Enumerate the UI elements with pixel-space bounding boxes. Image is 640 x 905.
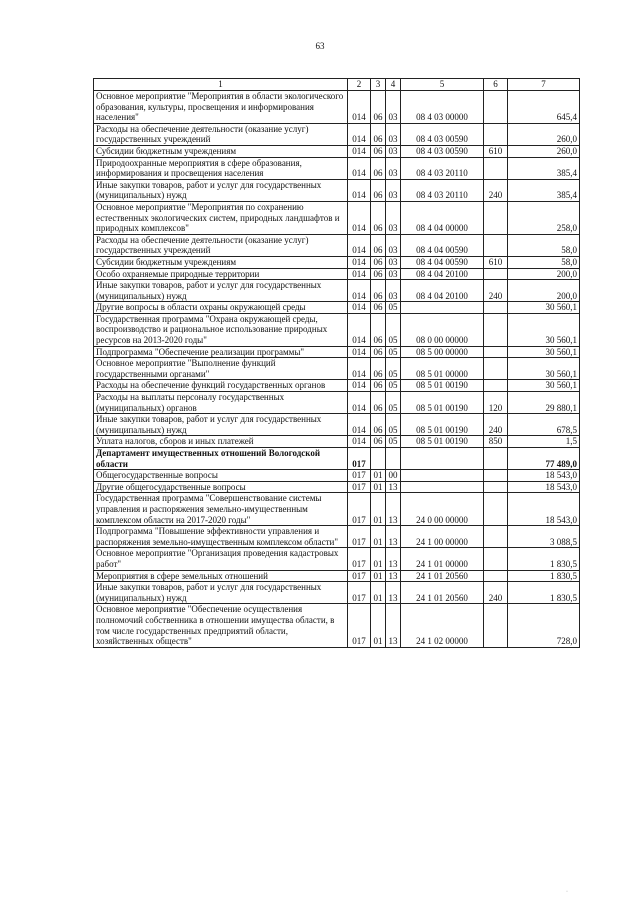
cell-amount: 1,5 xyxy=(508,436,580,448)
table-row xyxy=(94,268,580,280)
cell-grbs: 017 xyxy=(348,604,371,647)
cell-grbs: 014 xyxy=(348,91,371,124)
cell-expense-type: 240 xyxy=(484,179,508,201)
cell-target-article: 08 4 03 20110 xyxy=(401,179,484,201)
cell-grbs: 014 xyxy=(348,358,371,380)
cell-target-article xyxy=(401,302,484,314)
cell-grbs: 014 xyxy=(348,157,371,179)
column-header: 3 xyxy=(371,79,386,91)
cell-target-article: 08 4 03 00590 xyxy=(401,145,484,157)
cell-expense-type xyxy=(484,123,508,145)
cell-amount: 3 088,5 xyxy=(508,526,580,548)
table-row xyxy=(94,302,580,314)
cell-amount: 29 880,1 xyxy=(508,392,580,414)
cell-subsection: 00 xyxy=(386,470,401,482)
cell-expense-type xyxy=(484,548,508,570)
column-header: 2 xyxy=(348,79,371,91)
cell-expense-type: 850 xyxy=(484,436,508,448)
cell-grbs: 014 xyxy=(348,380,371,392)
table-row xyxy=(94,234,580,256)
cell-expense-type xyxy=(484,268,508,280)
cell-expense-type: 120 xyxy=(484,392,508,414)
cell-target-article: 08 4 04 00590 xyxy=(401,256,484,268)
cell-section: 06 xyxy=(371,201,386,234)
cell-expense-type xyxy=(484,234,508,256)
cell-subsection: 03 xyxy=(386,145,401,157)
column-header: 6 xyxy=(484,79,508,91)
cell-amount: 645,4 xyxy=(508,91,580,124)
cell-amount: 678,5 xyxy=(508,414,580,436)
cell-subsection: 03 xyxy=(386,91,401,124)
cell-amount: 260,0 xyxy=(508,123,580,145)
cell-section: 06 xyxy=(371,145,386,157)
cell-name: Расходы на обеспечение функций государственных органов xyxy=(94,380,348,392)
cell-name: Иные закупки товаров, работ и услуг для государственных (муниципальных) нужд xyxy=(94,280,348,302)
cell-name: Основное мероприятие "Организация проведения кадастровых работ" xyxy=(94,548,348,570)
page-number: 63 xyxy=(315,41,325,51)
cell-grbs: 014 xyxy=(348,436,371,448)
cell-amount: 1 830,5 xyxy=(508,548,580,570)
cell-section: 01 xyxy=(371,604,386,647)
cell-target-article xyxy=(401,448,484,470)
cell-section: 01 xyxy=(371,548,386,570)
cell-expense-type xyxy=(484,201,508,234)
cell-section: 06 xyxy=(371,123,386,145)
cell-name: Расходы на обеспечение деятельности (оказание услуг) государственных учреждений xyxy=(94,234,348,256)
cell-name: Другие общегосударственные вопросы xyxy=(94,481,348,493)
cell-subsection: 13 xyxy=(386,493,401,526)
cell-grbs: 017 xyxy=(348,493,371,526)
cell-target-article: 08 5 00 00000 xyxy=(401,346,484,358)
cell-grbs: 017 xyxy=(348,570,371,582)
cell-target-article: 24 1 01 20560 xyxy=(401,570,484,582)
cell-subsection: 13 xyxy=(386,604,401,647)
cell-expense-type: 610 xyxy=(484,145,508,157)
cell-name: Подпрограмма "Обеспечение реализации программы" xyxy=(94,346,348,358)
cell-name: Государственная программа "Совершенствование системы управления и распоряжения земельно-имущественным комплексом области на 2017-2020 годы" xyxy=(94,493,348,526)
cell-section: 06 xyxy=(371,380,386,392)
cell-target-article: 08 0 00 00000 xyxy=(401,313,484,346)
column-header: 1 xyxy=(94,79,348,91)
cell-section: 06 xyxy=(371,346,386,358)
cell-amount: 18 543,0 xyxy=(508,470,580,482)
cell-grbs: 014 xyxy=(348,414,371,436)
cell-grbs: 017 xyxy=(348,481,371,493)
cell-section: 06 xyxy=(371,414,386,436)
cell-amount: 1 830,5 xyxy=(508,570,580,582)
cell-section: 06 xyxy=(371,91,386,124)
cell-section: 01 xyxy=(371,526,386,548)
cell-subsection: 13 xyxy=(386,526,401,548)
cell-subsection xyxy=(386,448,401,470)
cell-amount: 260,0 xyxy=(508,145,580,157)
cell-name: Особо охраняемые природные территории xyxy=(94,268,348,280)
cell-name: Иные закупки товаров, работ и услуг для государственных (муниципальных) нужд xyxy=(94,414,348,436)
cell-grbs: 014 xyxy=(348,179,371,201)
cell-grbs: 014 xyxy=(348,145,371,157)
cell-target-article xyxy=(401,470,484,482)
cell-name: Другие вопросы в области охраны окружающей среды xyxy=(94,302,348,314)
cell-subsection: 05 xyxy=(386,313,401,346)
cell-grbs: 017 xyxy=(348,526,371,548)
cell-grbs: 014 xyxy=(348,201,371,234)
column-header: 4 xyxy=(386,79,401,91)
cell-grbs: 014 xyxy=(348,268,371,280)
cell-amount: 385,4 xyxy=(508,157,580,179)
cell-target-article: 24 1 00 00000 xyxy=(401,526,484,548)
table-row xyxy=(94,256,580,268)
table-row xyxy=(94,157,580,179)
cell-subsection: 13 xyxy=(386,481,401,493)
cell-subsection: 03 xyxy=(386,123,401,145)
cell-name: Основное мероприятие "Мероприятия в области экологического образования, культуры, просвещения и информирования населения" xyxy=(94,91,348,124)
cell-name: Расходы на выплаты персоналу государственных (муниципальных) органов xyxy=(94,392,348,414)
cell-amount: 30 560,1 xyxy=(508,380,580,392)
cell-grbs: 017 xyxy=(348,470,371,482)
cell-name: Уплата налогов, сборов и иных платежей xyxy=(94,436,348,448)
cell-amount: 58,0 xyxy=(508,234,580,256)
cell-expense-type xyxy=(484,358,508,380)
cell-target-article: 08 4 04 20100 xyxy=(401,268,484,280)
cell-amount: 30 560,1 xyxy=(508,302,580,314)
cell-amount: 30 560,1 xyxy=(508,313,580,346)
cell-subsection: 03 xyxy=(386,234,401,256)
table-row xyxy=(94,201,580,234)
table-header-row xyxy=(94,79,580,91)
cell-amount: 30 560,1 xyxy=(508,358,580,380)
cell-target-article: 08 4 04 00000 xyxy=(401,201,484,234)
cell-section: 06 xyxy=(371,392,386,414)
cell-name: Департамент имущественных отношений Вологодской области xyxy=(94,448,348,470)
cell-grbs: 014 xyxy=(348,123,371,145)
cell-subsection: 03 xyxy=(386,268,401,280)
table-row xyxy=(94,380,580,392)
cell-expense-type xyxy=(484,302,508,314)
table-row xyxy=(94,526,580,548)
cell-expense-type xyxy=(484,493,508,526)
cell-expense-type xyxy=(484,448,508,470)
cell-subsection: 05 xyxy=(386,302,401,314)
cell-name: Субсидии бюджетным учреждениям xyxy=(94,145,348,157)
cell-target-article xyxy=(401,481,484,493)
cell-section xyxy=(371,448,386,470)
table-row xyxy=(94,414,580,436)
cell-expense-type xyxy=(484,346,508,358)
cell-expense-type xyxy=(484,604,508,647)
cell-expense-type: 610 xyxy=(484,256,508,268)
cell-expense-type: 240 xyxy=(484,582,508,604)
cell-subsection: 03 xyxy=(386,201,401,234)
cell-expense-type xyxy=(484,470,508,482)
cell-section: 01 xyxy=(371,493,386,526)
column-header: 7 xyxy=(508,79,580,91)
cell-target-article: 08 5 01 00190 xyxy=(401,436,484,448)
table-row xyxy=(94,179,580,201)
cell-amount: 18 543,0 xyxy=(508,493,580,526)
cell-section: 06 xyxy=(371,280,386,302)
table-row xyxy=(94,493,580,526)
cell-name: Субсидии бюджетным учреждениям xyxy=(94,256,348,268)
cell-target-article: 24 0 00 00000 xyxy=(401,493,484,526)
cell-grbs: 014 xyxy=(348,234,371,256)
cell-subsection: 03 xyxy=(386,179,401,201)
cell-expense-type xyxy=(484,526,508,548)
cell-target-article: 24 1 01 20560 xyxy=(401,582,484,604)
cell-target-article: 08 4 04 20100 xyxy=(401,280,484,302)
cell-amount: 77 489,0 xyxy=(508,448,580,470)
cell-grbs: 014 xyxy=(348,280,371,302)
table-row xyxy=(94,346,580,358)
budget-table xyxy=(93,78,580,648)
table-row xyxy=(94,123,580,145)
cell-amount: 200,0 xyxy=(508,280,580,302)
cell-expense-type xyxy=(484,380,508,392)
cell-subsection: 05 xyxy=(386,414,401,436)
cell-subsection: 03 xyxy=(386,256,401,268)
cell-section: 06 xyxy=(371,268,386,280)
table-row xyxy=(94,582,580,604)
cell-grbs: 014 xyxy=(348,392,371,414)
cell-subsection: 13 xyxy=(386,582,401,604)
cell-expense-type xyxy=(484,570,508,582)
table-row xyxy=(94,604,580,647)
cell-target-article: 08 4 04 00590 xyxy=(401,234,484,256)
cell-section: 06 xyxy=(371,436,386,448)
cell-name: Иные закупки товаров, работ и услуг для государственных (муниципальных) нужд xyxy=(94,582,348,604)
cell-name: Основное мероприятие "Обеспечение осуществления полномочий собственника в отношении имущества области, в том числе государственных предприятий области, хозяйственных обществ" xyxy=(94,604,348,647)
cell-grbs: 017 xyxy=(348,448,371,470)
cell-target-article: 08 4 03 20110 xyxy=(401,157,484,179)
cell-target-article: 08 5 01 00000 xyxy=(401,358,484,380)
cell-name: Государственная программа "Охрана окружающей среды, воспроизводство и рациональное использование природных ресурсов на 2013-2020 годы" xyxy=(94,313,348,346)
cell-target-article: 08 5 01 00190 xyxy=(401,380,484,392)
table-row xyxy=(94,280,580,302)
table-row xyxy=(94,570,580,582)
table-row xyxy=(94,548,580,570)
cell-section: 06 xyxy=(371,256,386,268)
table-row xyxy=(94,313,580,346)
cell-expense-type xyxy=(484,313,508,346)
cell-subsection: 13 xyxy=(386,570,401,582)
cell-name: Основное мероприятие "Выполнение функций государственными органами" xyxy=(94,358,348,380)
cell-section: 06 xyxy=(371,179,386,201)
cell-amount: 200,0 xyxy=(508,268,580,280)
table-row xyxy=(94,91,580,124)
cell-amount: 385,4 xyxy=(508,179,580,201)
cell-grbs: 014 xyxy=(348,313,371,346)
cell-subsection: 03 xyxy=(386,157,401,179)
cell-grbs: 014 xyxy=(348,302,371,314)
cell-grbs: 014 xyxy=(348,256,371,268)
cell-section: 06 xyxy=(371,313,386,346)
table-row xyxy=(94,448,580,470)
table-row xyxy=(94,436,580,448)
cell-section: 01 xyxy=(371,481,386,493)
cell-expense-type: 240 xyxy=(484,280,508,302)
table-row xyxy=(94,145,580,157)
cell-target-article: 08 5 01 00190 xyxy=(401,414,484,436)
table-row xyxy=(94,358,580,380)
cell-subsection: 05 xyxy=(386,380,401,392)
cell-grbs: 017 xyxy=(348,582,371,604)
table-body xyxy=(94,91,580,648)
cell-name: Иные закупки товаров, работ и услуг для государственных (муниципальных) нужд xyxy=(94,179,348,201)
cell-name: Мероприятия в сфере земельных отношений xyxy=(94,570,348,582)
cell-target-article: 08 4 03 00590 xyxy=(401,123,484,145)
cell-name: Основное мероприятие "Мероприятия по сохранению естественных экологических систем, природных ландшафтов и природных комплексов" xyxy=(94,201,348,234)
scan-mark: · xyxy=(566,889,568,895)
cell-target-article: 08 4 03 00000 xyxy=(401,91,484,124)
cell-expense-type: 240 xyxy=(484,414,508,436)
cell-grbs: 014 xyxy=(348,346,371,358)
cell-name: Расходы на обеспечение деятельности (оказание услуг) государственных учреждений xyxy=(94,123,348,145)
cell-section: 01 xyxy=(371,570,386,582)
cell-section: 06 xyxy=(371,157,386,179)
cell-subsection: 05 xyxy=(386,358,401,380)
cell-name: Природоохранные мероприятия в сфере образования, информирования и просвещения населения xyxy=(94,157,348,179)
cell-subsection: 13 xyxy=(386,548,401,570)
cell-section: 06 xyxy=(371,234,386,256)
table-row xyxy=(94,481,580,493)
cell-target-article: 08 5 01 00190 xyxy=(401,392,484,414)
cell-target-article: 24 1 01 00000 xyxy=(401,548,484,570)
cell-expense-type xyxy=(484,157,508,179)
cell-section: 06 xyxy=(371,302,386,314)
cell-expense-type xyxy=(484,91,508,124)
cell-expense-type xyxy=(484,481,508,493)
cell-amount: 258,0 xyxy=(508,201,580,234)
cell-subsection: 03 xyxy=(386,280,401,302)
cell-subsection: 05 xyxy=(386,436,401,448)
column-header: 5 xyxy=(401,79,484,91)
cell-section: 01 xyxy=(371,582,386,604)
cell-name: Подпрограмма "Повышение эффективности управления и распоряжения земельно-имущественным комплексом области" xyxy=(94,526,348,548)
cell-amount: 30 560,1 xyxy=(508,346,580,358)
cell-subsection: 05 xyxy=(386,392,401,414)
cell-amount: 18 543,0 xyxy=(508,481,580,493)
cell-amount: 58,0 xyxy=(508,256,580,268)
cell-section: 01 xyxy=(371,470,386,482)
cell-section: 06 xyxy=(371,358,386,380)
cell-amount: 1 830,5 xyxy=(508,582,580,604)
cell-name: Общегосударственные вопросы xyxy=(94,470,348,482)
cell-target-article: 24 1 02 00000 xyxy=(401,604,484,647)
cell-subsection: 05 xyxy=(386,346,401,358)
cell-grbs: 017 xyxy=(348,548,371,570)
table-row xyxy=(94,392,580,414)
table-row xyxy=(94,470,580,482)
cell-amount: 728,0 xyxy=(508,604,580,647)
